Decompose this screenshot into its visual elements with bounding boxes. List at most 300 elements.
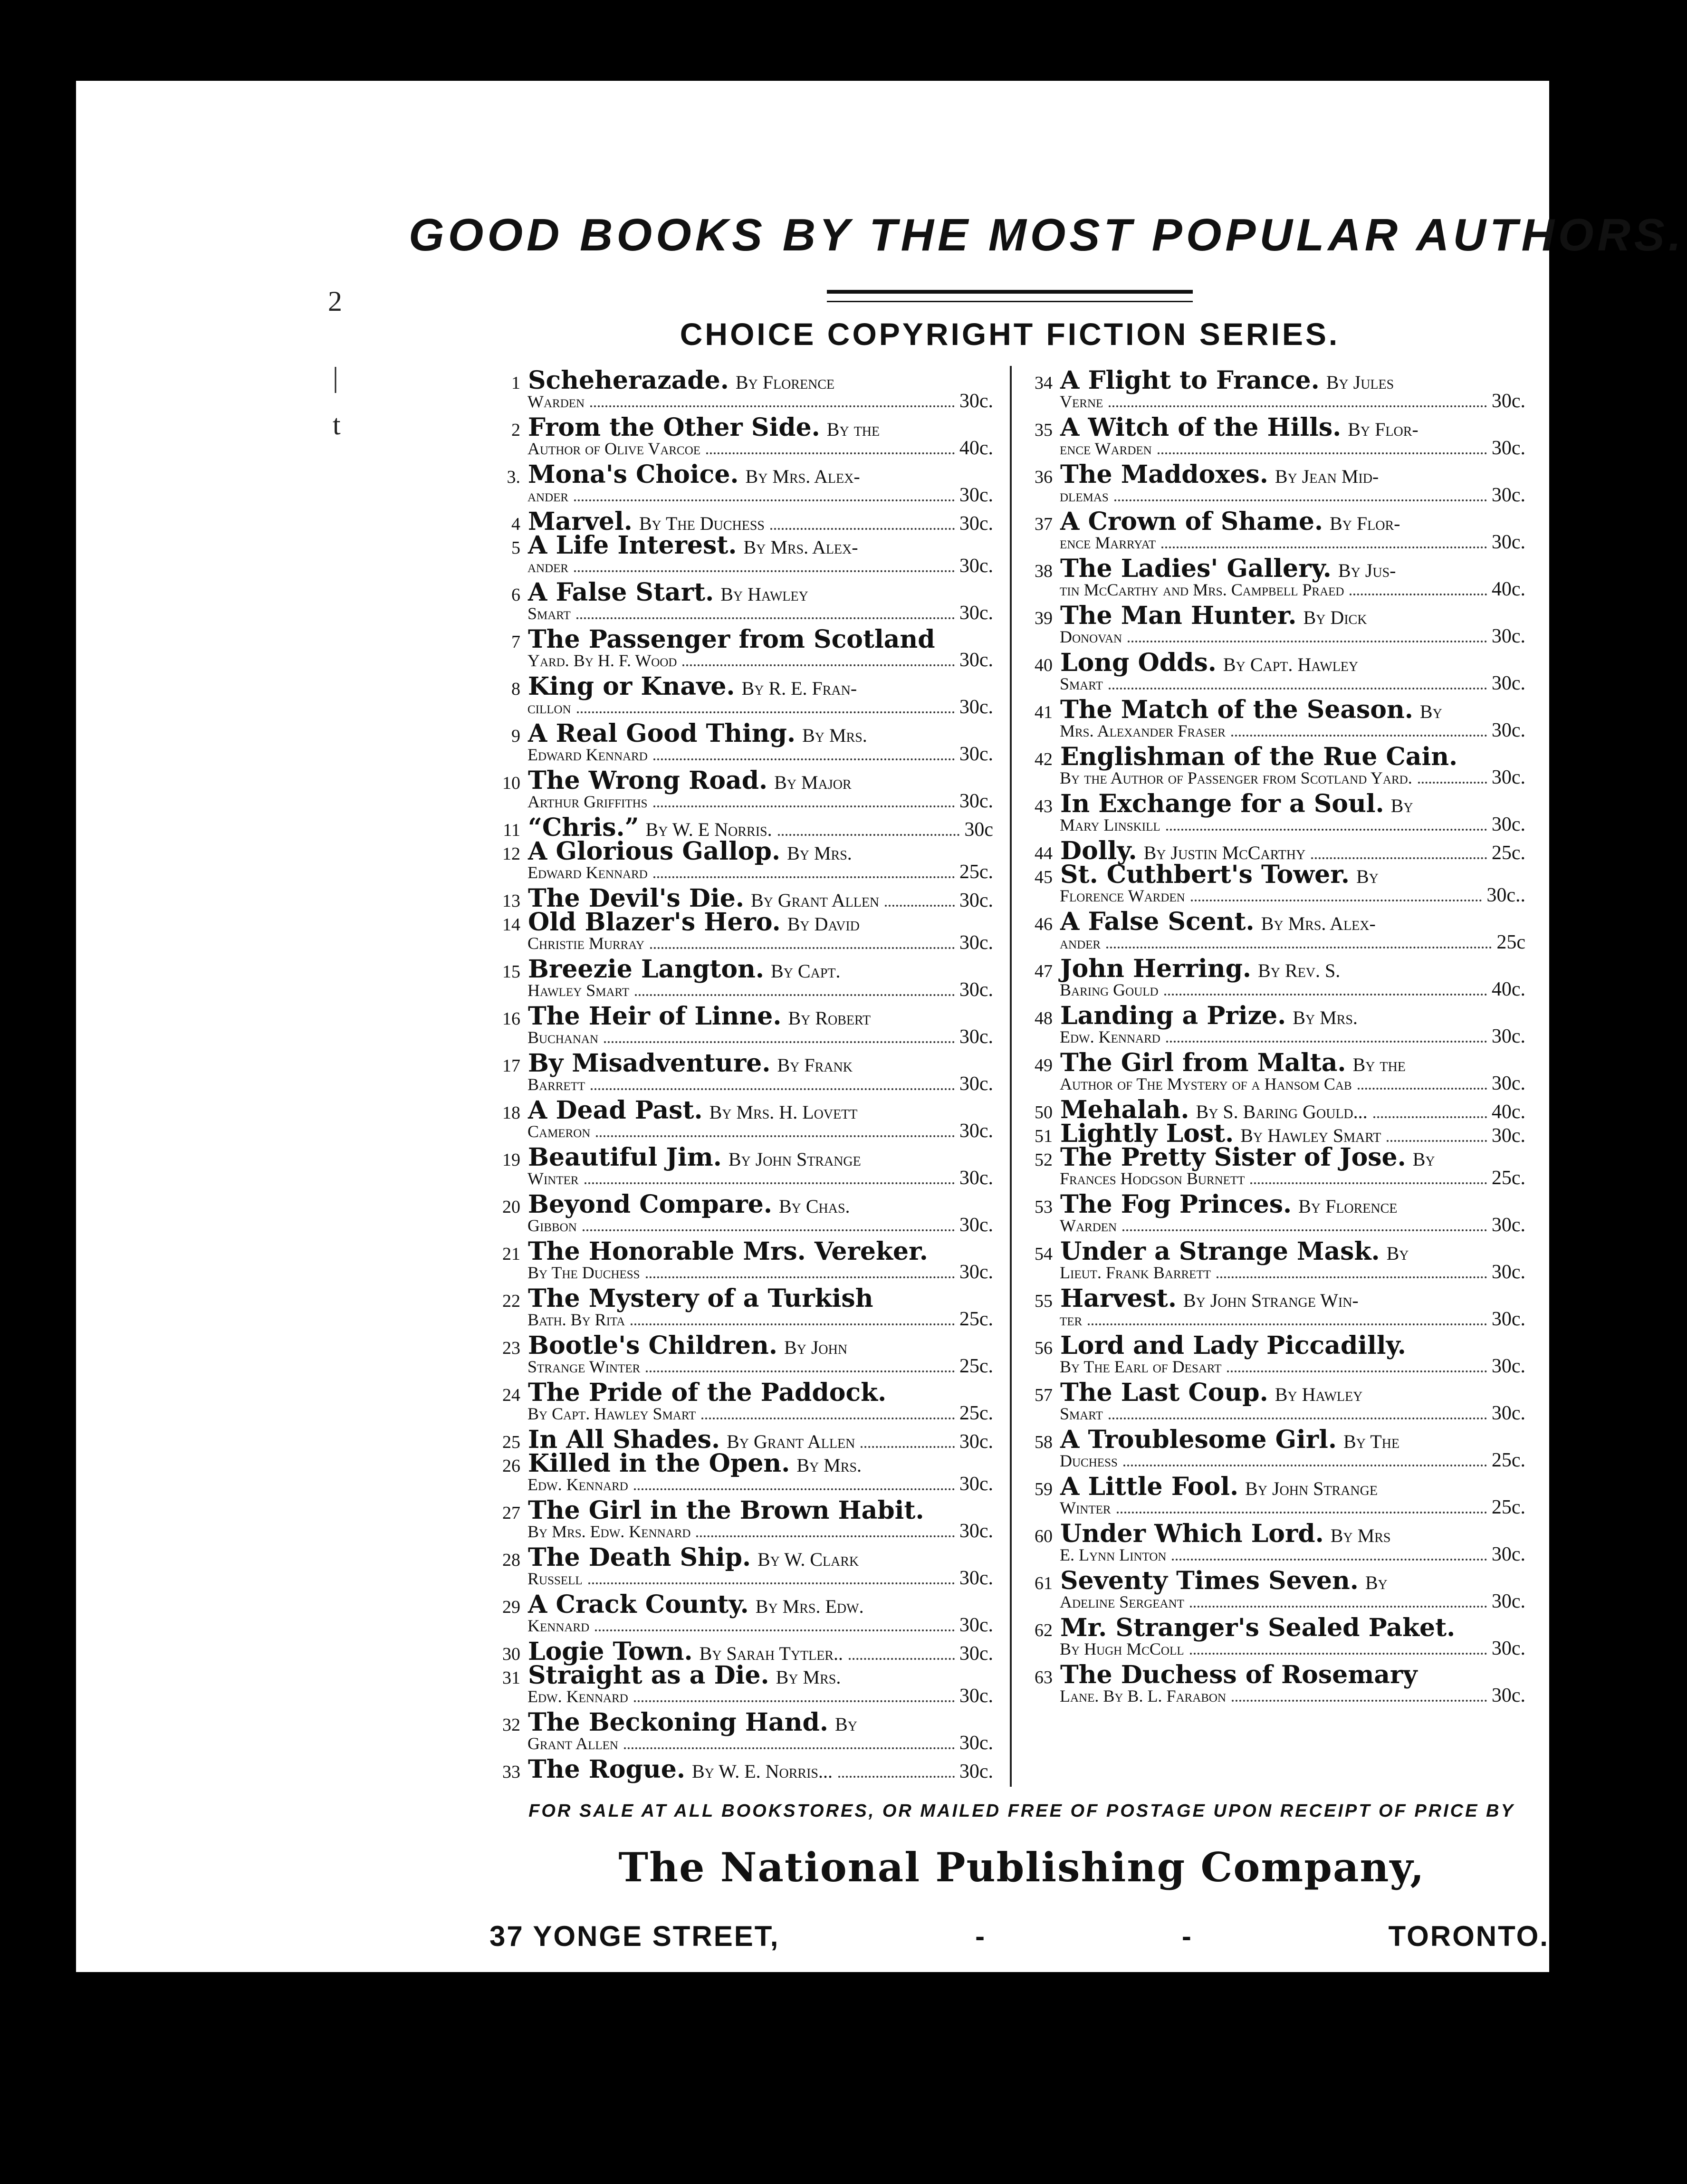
book-title: The Girl in the Brown Habit. bbox=[528, 1496, 924, 1525]
book-price: 30c. bbox=[959, 1520, 993, 1542]
leader-dots bbox=[588, 1582, 955, 1584]
book-entry bbox=[1026, 1284, 1525, 1331]
book-price: 30c. bbox=[1491, 1638, 1525, 1659]
book-title: Mehalah. bbox=[1060, 1095, 1189, 1124]
book-author-cont: Edw. Kennard bbox=[1060, 1027, 1160, 1046]
book-title: Old Blazer's Hero. bbox=[528, 908, 781, 937]
book-entry bbox=[494, 1496, 993, 1543]
book-entry bbox=[494, 460, 993, 507]
leader-dots bbox=[1161, 546, 1487, 548]
book-entry bbox=[494, 813, 993, 842]
book-entry bbox=[494, 1378, 993, 1425]
book-author-cont: Frances Hodgson Burnett bbox=[1060, 1169, 1245, 1188]
book-author-cont: Florence Warden bbox=[1060, 886, 1185, 905]
book-number: 57 bbox=[1035, 1385, 1053, 1405]
book-author: By W. E Norris. bbox=[645, 819, 772, 840]
book-price: 30c. bbox=[959, 696, 993, 718]
book-author: By bbox=[1412, 1149, 1435, 1170]
book-price: 25c. bbox=[1491, 1496, 1525, 1518]
book-author-cont: Grant Allen bbox=[527, 1734, 618, 1753]
book-entry bbox=[1026, 1331, 1525, 1378]
leader-dots bbox=[706, 452, 955, 454]
book-author-cont: Winter bbox=[527, 1169, 579, 1188]
book-title: The Rogue. bbox=[528, 1755, 685, 1784]
series-title: CHOICE COPYRIGHT FICTION SERIES. bbox=[680, 316, 1340, 352]
publisher-address bbox=[489, 1920, 1549, 1953]
book-price: 30c. bbox=[959, 1214, 993, 1236]
book-author-cont: cillon bbox=[527, 698, 571, 717]
book-number: 38 bbox=[1035, 561, 1053, 581]
book-title: Mona's Choice. bbox=[528, 460, 739, 489]
address-dash: - bbox=[1181, 1920, 1193, 1952]
book-author-cont: ter bbox=[1060, 1310, 1083, 1329]
book-title: The Maddoxes. bbox=[1060, 460, 1268, 489]
book-author: By Florence bbox=[735, 372, 835, 393]
book-title: “Chris.” bbox=[528, 813, 639, 842]
book-price: 30c. bbox=[1491, 1543, 1525, 1565]
book-price: 30c. bbox=[1491, 531, 1525, 553]
book-author: By Chas. bbox=[778, 1196, 850, 1217]
leader-dots bbox=[770, 528, 955, 530]
book-number: 11 bbox=[503, 820, 520, 840]
sale-notice: FOR SALE AT ALL BOOKSTORES, OR MAILED FREE OF POSTAGE UPON RECEIPT OF PRICE BY bbox=[528, 1801, 1515, 1821]
book-title: The Match of the Season. bbox=[1060, 695, 1413, 724]
book-title: The Devil's Die. bbox=[528, 884, 744, 913]
book-entry bbox=[1026, 1425, 1525, 1472]
book-price: 25c. bbox=[959, 1402, 993, 1424]
book-author: By Capt. bbox=[771, 960, 841, 982]
book-price: 30c. bbox=[1491, 437, 1525, 459]
book-price: 30c. bbox=[959, 1026, 993, 1048]
leader-dots bbox=[1373, 1116, 1487, 1118]
book-author: By Mrs. Alex- bbox=[745, 466, 860, 487]
book-title: King or Knave. bbox=[528, 672, 735, 701]
left-column bbox=[494, 366, 993, 1784]
book-author: By W. E. Norris... bbox=[691, 1761, 833, 1782]
book-title: The Passenger from Scotland bbox=[528, 625, 935, 654]
book-number: 39 bbox=[1035, 608, 1053, 628]
book-author-cont: By Capt. Hawley Smart bbox=[527, 1404, 696, 1423]
book-author: By Sarah Tytler.. bbox=[699, 1643, 844, 1664]
leader-dots bbox=[1166, 1041, 1487, 1043]
book-number: 31 bbox=[502, 1668, 520, 1688]
book-title: By Misadventure. bbox=[528, 1049, 771, 1078]
book-title: Killed in the Open. bbox=[528, 1449, 790, 1478]
book-author-cont: Mrs. Alexander Fraser bbox=[1060, 721, 1226, 740]
headline: GOOD BOOKS BY THE MOST POPULAR AUTHORS. bbox=[409, 210, 1685, 260]
book-number: 21 bbox=[502, 1244, 520, 1264]
book-author-cont: Baring Gould bbox=[1060, 980, 1159, 999]
book-author: By Mrs. bbox=[796, 1455, 862, 1476]
book-price: 30c. bbox=[1491, 1025, 1525, 1047]
book-title: Scheherazade. bbox=[528, 366, 729, 395]
book-author: By the bbox=[1352, 1054, 1406, 1075]
book-price: 25c. bbox=[959, 1355, 993, 1377]
book-entry bbox=[494, 908, 993, 955]
address-street: 37 YONGE STREET, bbox=[489, 1920, 780, 1952]
leader-dots bbox=[1190, 1606, 1487, 1608]
book-number: 4 bbox=[511, 514, 520, 534]
leader-dots bbox=[1123, 1465, 1487, 1466]
leader-dots bbox=[701, 1418, 955, 1419]
leader-dots bbox=[635, 994, 955, 996]
book-number: 59 bbox=[1035, 1479, 1053, 1499]
leader-dots bbox=[1418, 782, 1487, 784]
book-number: 60 bbox=[1035, 1526, 1053, 1546]
book-price: 25c. bbox=[959, 1308, 993, 1330]
leader-dots bbox=[634, 1700, 955, 1702]
margin-mark: t bbox=[333, 409, 341, 441]
book-number: 30 bbox=[502, 1644, 520, 1664]
leader-dots bbox=[576, 617, 955, 619]
book-entry bbox=[1026, 1119, 1525, 1148]
leader-dots bbox=[1250, 1182, 1486, 1184]
book-title: Seventy Times Seven. bbox=[1060, 1566, 1359, 1595]
book-title: The Man Hunter. bbox=[1060, 601, 1297, 630]
book-price: 30c. bbox=[1491, 1402, 1525, 1424]
book-title: In All Shades. bbox=[528, 1425, 720, 1454]
book-number: 25 bbox=[502, 1432, 520, 1452]
book-author: By Hawley bbox=[1275, 1384, 1363, 1405]
book-author-cont: Donovan bbox=[1060, 627, 1122, 646]
book-entry bbox=[494, 413, 993, 460]
leader-dots bbox=[1172, 1559, 1486, 1561]
book-entry bbox=[494, 1190, 993, 1237]
book-author: By Mrs. Alex- bbox=[1261, 913, 1376, 934]
book-author-cont: ence Marryat bbox=[1060, 533, 1156, 552]
leader-dots bbox=[604, 1041, 955, 1043]
book-author: By Mrs. Alex- bbox=[743, 536, 858, 558]
book-author: By Jean Mid- bbox=[1275, 466, 1379, 487]
book-price: 30c.. bbox=[1486, 884, 1525, 906]
book-title: A Flight to France. bbox=[1060, 366, 1320, 395]
book-entry bbox=[494, 507, 993, 536]
book-number: 5 bbox=[511, 538, 520, 558]
book-price: 30c. bbox=[959, 1073, 993, 1095]
leader-dots bbox=[1117, 1512, 1487, 1513]
book-number: 43 bbox=[1035, 796, 1053, 816]
book-price: 30c. bbox=[959, 1431, 993, 1453]
book-title: Lightly Lost. bbox=[1060, 1119, 1234, 1148]
address-city: TORONTO. bbox=[1388, 1920, 1549, 1952]
book-price: 30c. bbox=[959, 602, 993, 624]
book-entry bbox=[494, 1331, 993, 1378]
book-number: 32 bbox=[502, 1715, 520, 1735]
book-price: 30c. bbox=[1491, 1214, 1525, 1236]
book-price: 25c bbox=[1496, 931, 1525, 953]
book-entry bbox=[494, 766, 993, 813]
book-entry bbox=[494, 1237, 993, 1284]
book-number: 42 bbox=[1035, 749, 1053, 769]
leader-dots bbox=[577, 711, 955, 713]
leader-dots bbox=[1350, 594, 1486, 595]
book-title: In Exchange for a Soul. bbox=[1060, 789, 1384, 818]
book-author: By The bbox=[1343, 1431, 1399, 1452]
book-number: 41 bbox=[1035, 702, 1053, 722]
book-entry bbox=[1026, 1237, 1525, 1284]
book-title: From the Other Side. bbox=[528, 413, 820, 442]
book-entry bbox=[494, 1637, 993, 1666]
book-author: By Hawley Smart bbox=[1240, 1125, 1381, 1146]
book-entry bbox=[1026, 1472, 1525, 1519]
book-price: 30c. bbox=[959, 743, 993, 765]
book-entry bbox=[1026, 648, 1525, 695]
leader-dots bbox=[682, 664, 954, 666]
book-author-cont: Christie Murray bbox=[527, 934, 645, 953]
book-number: 54 bbox=[1035, 1244, 1053, 1264]
book-number: 46 bbox=[1035, 914, 1053, 934]
book-price: 30c. bbox=[959, 932, 993, 954]
book-price: 30c. bbox=[959, 1761, 993, 1782]
book-author: By John Strange bbox=[1245, 1478, 1378, 1499]
book-number: 6 bbox=[511, 585, 520, 605]
book-number: 12 bbox=[502, 844, 520, 864]
book-entry bbox=[494, 1661, 993, 1708]
book-entry bbox=[1026, 907, 1525, 954]
book-entry bbox=[1026, 1660, 1525, 1707]
book-price: 30c. bbox=[1491, 719, 1525, 741]
leader-dots bbox=[696, 1535, 954, 1537]
book-number: 61 bbox=[1035, 1573, 1053, 1593]
book-author: By R. E. Fran- bbox=[741, 678, 857, 699]
book-number: 51 bbox=[1035, 1126, 1053, 1146]
book-author-cont: ander bbox=[1060, 933, 1101, 952]
book-price: 30c. bbox=[959, 513, 993, 535]
book-title: The Wrong Road. bbox=[528, 766, 768, 795]
leader-dots bbox=[590, 405, 955, 407]
book-price: 30c. bbox=[959, 649, 993, 671]
leader-dots bbox=[653, 758, 955, 760]
leader-dots bbox=[1227, 1370, 1486, 1372]
book-author: By The Duchess bbox=[639, 513, 765, 534]
book-author-cont: ence Warden bbox=[1060, 439, 1152, 458]
book-number: 24 bbox=[502, 1385, 520, 1405]
book-number: 10 bbox=[502, 773, 520, 793]
book-title: The Last Coup. bbox=[1060, 1378, 1268, 1407]
book-author-cont: ander bbox=[527, 557, 569, 576]
book-price: 30c. bbox=[1491, 1590, 1525, 1612]
book-entry bbox=[494, 366, 993, 413]
book-entry bbox=[1026, 695, 1525, 742]
book-author-cont: Edward Kennard bbox=[527, 745, 648, 764]
book-author-cont: tin McCarthy and Mrs. Campbell Praed bbox=[1060, 580, 1344, 599]
book-author-cont: Smart bbox=[1060, 1404, 1103, 1423]
book-author: By John Strange Win- bbox=[1183, 1290, 1359, 1311]
book-title: Mr. Stranger's Sealed Paket. bbox=[1060, 1613, 1456, 1642]
book-author-cont: Cameron bbox=[527, 1122, 591, 1141]
book-number: 29 bbox=[502, 1597, 520, 1617]
book-number: 58 bbox=[1035, 1432, 1053, 1452]
book-entry bbox=[1026, 601, 1525, 648]
leader-dots bbox=[1191, 900, 1482, 901]
book-author-cont: Duchess bbox=[1060, 1451, 1118, 1470]
book-author-cont: Smart bbox=[527, 604, 571, 623]
margin-mark: | bbox=[333, 362, 339, 393]
book-number: 22 bbox=[502, 1291, 520, 1311]
book-author: By W. Clark bbox=[757, 1549, 859, 1570]
book-author-cont: Kennard bbox=[527, 1616, 590, 1635]
book-author-cont: ander bbox=[527, 486, 569, 505]
book-number: 50 bbox=[1035, 1102, 1053, 1122]
book-title: St. Cuthbert's Tower. bbox=[1060, 860, 1350, 889]
book-author: By Florence bbox=[1298, 1196, 1398, 1217]
book-price: 30c. bbox=[959, 979, 993, 1001]
book-entry bbox=[494, 1708, 993, 1755]
book-author-cont: By Hugh McColl bbox=[1060, 1639, 1184, 1658]
book-price: 30c. bbox=[1491, 390, 1525, 412]
book-author: By Dick bbox=[1303, 607, 1367, 628]
book-author-cont: Verne bbox=[1060, 392, 1103, 411]
book-author: By bbox=[1386, 1243, 1409, 1264]
book-author-cont: Mary Linskill bbox=[1060, 815, 1160, 834]
book-entry bbox=[494, 531, 993, 578]
book-entry bbox=[1026, 1519, 1525, 1566]
book-title: Englishman of the Rue Cain. bbox=[1060, 742, 1458, 771]
book-price: 30c. bbox=[1491, 484, 1525, 506]
book-author-cont: Russell bbox=[527, 1569, 583, 1588]
book-author: By Mrs. Edw. bbox=[755, 1596, 864, 1617]
leader-dots bbox=[574, 570, 955, 572]
book-number: 36 bbox=[1035, 467, 1053, 487]
book-author-cont: Lane. By B. L. Farabon bbox=[1060, 1686, 1227, 1705]
leader-dots bbox=[838, 1776, 955, 1778]
book-entry bbox=[1026, 507, 1525, 554]
book-author: By Mrs. bbox=[802, 725, 867, 746]
book-author-cont: Barrett bbox=[527, 1075, 585, 1094]
book-entry bbox=[494, 1543, 993, 1590]
book-number: 14 bbox=[502, 915, 520, 935]
leader-dots bbox=[1109, 1418, 1487, 1419]
book-number: 13 bbox=[502, 891, 520, 911]
leader-dots bbox=[1387, 1140, 1487, 1142]
book-number: 62 bbox=[1035, 1620, 1053, 1640]
book-price: 30c. bbox=[959, 1732, 993, 1754]
leader-dots bbox=[1311, 857, 1487, 859]
book-author: By Hawley bbox=[720, 584, 808, 605]
book-author: By Mrs. bbox=[776, 1667, 841, 1688]
margin-mark: 2 bbox=[328, 286, 342, 317]
leader-dots bbox=[646, 1370, 955, 1372]
leader-dots bbox=[778, 834, 960, 836]
book-price: 30c. bbox=[1491, 814, 1525, 835]
book-title: The Girl from Malta. bbox=[1060, 1048, 1346, 1077]
address-dash: - bbox=[975, 1920, 987, 1952]
leader-dots bbox=[650, 947, 955, 949]
book-price: 30c. bbox=[1491, 1125, 1525, 1147]
leader-dots bbox=[1190, 1653, 1487, 1655]
book-author: By Robert bbox=[788, 1007, 871, 1029]
leader-dots bbox=[583, 1229, 955, 1231]
leader-dots bbox=[1109, 405, 1487, 407]
book-number: 63 bbox=[1035, 1667, 1053, 1687]
book-author: By Grant Allen bbox=[750, 890, 880, 911]
book-title: The Honorable Mrs. Vereker. bbox=[528, 1237, 928, 1266]
book-entry bbox=[1026, 413, 1525, 460]
book-entry bbox=[494, 837, 993, 884]
book-price: 30c. bbox=[959, 890, 993, 911]
book-title: A Witch of the Hills. bbox=[1060, 413, 1342, 442]
leader-dots bbox=[1114, 499, 1487, 501]
book-author: By Flor- bbox=[1348, 419, 1419, 440]
book-title: A Dead Past. bbox=[528, 1096, 703, 1125]
book-entry bbox=[494, 1143, 993, 1190]
book-entry bbox=[494, 884, 993, 913]
book-title: The Beckoning Hand. bbox=[528, 1708, 829, 1737]
book-author: By bbox=[835, 1714, 857, 1735]
leader-dots bbox=[1358, 1088, 1487, 1090]
leader-dots bbox=[1166, 829, 1487, 831]
book-price: 30c. bbox=[959, 1261, 993, 1283]
book-entry bbox=[494, 1096, 993, 1143]
book-entry bbox=[1026, 789, 1525, 836]
book-title: Marvel. bbox=[528, 507, 633, 536]
book-author: By Frank bbox=[777, 1054, 853, 1076]
book-price: 25c. bbox=[1491, 842, 1525, 864]
book-title: A False Scent. bbox=[1060, 907, 1255, 936]
book-title: Lord and Lady Piccadilly. bbox=[1060, 1331, 1406, 1360]
book-price: 30c. bbox=[959, 1643, 993, 1665]
book-author: By the bbox=[826, 419, 880, 440]
book-title: The Duchess of Rosemary bbox=[1060, 1660, 1418, 1689]
book-title: Harvest. bbox=[1060, 1284, 1177, 1313]
book-entry bbox=[1026, 860, 1525, 907]
book-number: 19 bbox=[502, 1150, 520, 1170]
book-number: 55 bbox=[1035, 1291, 1053, 1311]
book-author: By Grant Allen bbox=[727, 1431, 855, 1452]
leader-dots bbox=[596, 1135, 954, 1137]
book-price: 30c. bbox=[959, 484, 993, 506]
leader-dots bbox=[1122, 1229, 1487, 1231]
book-price: 30c bbox=[964, 819, 993, 841]
book-author: By Major bbox=[774, 772, 852, 793]
book-entry bbox=[1026, 1378, 1525, 1425]
book-number: 45 bbox=[1035, 867, 1053, 887]
book-number: 33 bbox=[502, 1762, 520, 1782]
book-author: By Justin McCarthy bbox=[1143, 842, 1306, 863]
book-number: 8 bbox=[511, 679, 520, 699]
book-author-cont: E. Lynn Linton bbox=[1060, 1545, 1167, 1564]
leader-dots bbox=[653, 876, 955, 878]
book-price: 30c. bbox=[1491, 1073, 1525, 1094]
book-entry bbox=[494, 1449, 993, 1496]
book-title: Bootle's Children. bbox=[528, 1331, 777, 1360]
book-author-cont: Winter bbox=[1060, 1498, 1111, 1517]
book-author-cont: Strange Winter bbox=[527, 1357, 641, 1376]
book-entry bbox=[1026, 1048, 1525, 1095]
book-author-cont: Buchanan bbox=[527, 1028, 599, 1047]
book-number: 17 bbox=[502, 1056, 520, 1076]
leader-dots bbox=[631, 1323, 954, 1325]
book-author: By Jus- bbox=[1338, 560, 1396, 581]
book-author-cont: By the Author of Passenger from Scotland Yard. bbox=[1060, 768, 1412, 787]
book-author: By Mrs bbox=[1330, 1525, 1391, 1546]
book-price: 25c. bbox=[1491, 1449, 1525, 1471]
book-title: Landing a Prize. bbox=[1060, 1001, 1286, 1030]
leader-dots bbox=[634, 1488, 955, 1490]
book-author: By John bbox=[784, 1337, 848, 1358]
book-author-cont: Edw. Kennard bbox=[527, 1475, 628, 1494]
book-title: Under Which Lord. bbox=[1060, 1519, 1324, 1548]
book-number: 37 bbox=[1035, 514, 1053, 534]
book-price: 25c. bbox=[959, 861, 993, 883]
book-title: A Real Good Thing. bbox=[528, 719, 796, 748]
book-price: 30c. bbox=[959, 1685, 993, 1707]
book-entry bbox=[494, 1755, 993, 1784]
book-title: Breezie Langton. bbox=[528, 955, 765, 984]
book-author-cont: dlemas bbox=[1060, 486, 1109, 505]
book-author-cont: Adeline Sergeant bbox=[1060, 1592, 1184, 1611]
leader-dots bbox=[1109, 688, 1487, 690]
